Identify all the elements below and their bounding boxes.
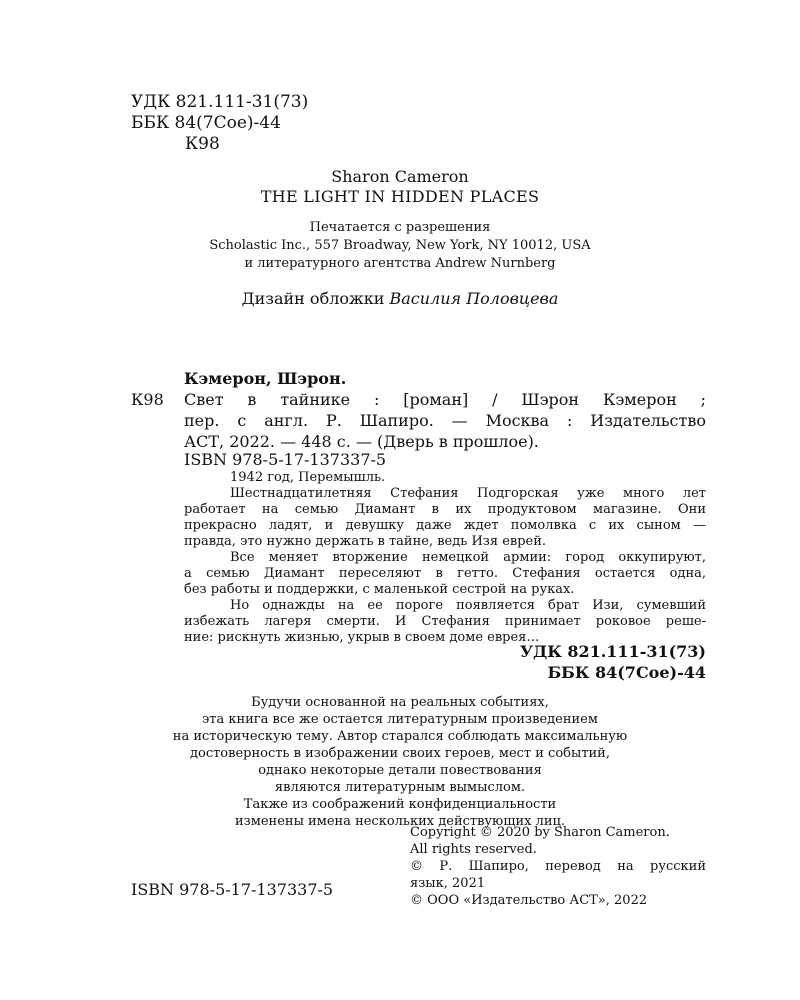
bottom-udk-code: УДК 821.111-31(73) — [519, 642, 706, 661]
catalog-line-2: пер. с англ. Р. Шапиро. — Москва : Издательство — [184, 411, 706, 430]
catalog-sign: К98 — [131, 390, 164, 409]
copyright-line: © ООО «Издательство АСТ», 2022 — [410, 893, 648, 908]
bottom-bbk-code: ББК 84(7Сое)-44 — [547, 663, 706, 682]
annotation — [184, 470, 706, 646]
permission-line-1: Печатается с разрешения — [309, 220, 491, 235]
copyright-line: © Р. Шапиро, перевод на русский — [410, 859, 706, 874]
permission-line-3: и литературного агентства Andrew Nurnberg — [244, 256, 556, 271]
permission-line-2: Scholastic Inc., 557 Broadway, New York, NY 10012, USA — [209, 238, 591, 253]
annotation-line: правда, это нужно держать в тайне, ведь Изя еврей. — [184, 534, 547, 549]
annotation-line: без работы и поддержки, с маленькой сестрой на руках. — [184, 582, 575, 597]
annotation-line: а семью Диамант переселяют в гетто. Стефания остается одна, — [184, 566, 706, 581]
disclaimer-line: Будучи основанной на реальных событиях, — [251, 695, 549, 710]
annotation-line: 1942 год, Перемышль. — [230, 470, 386, 485]
original-title: THE LIGHT IN HIDDEN PLACES — [260, 187, 540, 206]
catalog-isbn: ISBN 978-5-17-137337-5 — [184, 450, 387, 469]
annotation-line: работает на семью Диамант в их продуктовом магазине. Они — [184, 502, 706, 517]
disclaimer-line: изменены имена нескольких действующих лиц. — [234, 814, 565, 829]
annotation-line: Все меняет вторжение немецкой армии: город оккупируют, — [230, 550, 706, 565]
disclaimer-line: однако некоторые детали повествования — [258, 763, 542, 778]
disclaimer-line: на историческую тему. Автор старался соблюдать максимальную — [172, 729, 628, 744]
cover-design-label: Дизайн обложки — [241, 289, 385, 308]
footer-isbn: ISBN 978-5-17-137337-5 — [131, 880, 334, 899]
cover-design-credit — [0, 289, 800, 308]
disclaimer-line: являются литературным вымыслом. — [274, 780, 526, 795]
annotation-line: избежать лагеря смерти. И Стефания принимает роковое реше- — [184, 614, 706, 629]
copyright-line: All rights reserved. — [410, 842, 537, 857]
disclaimer-line: достоверность в изображении своих героев, мест и событий, — [190, 746, 610, 761]
disclaimer-line: эта книга все же остается литературным произведением — [202, 712, 598, 727]
annotation-line: ние: рискнуть жизнью, укрыв в своем доме еврея… — [184, 630, 540, 645]
copyright-block — [410, 824, 706, 909]
original-author: Sharon Cameron — [331, 167, 469, 186]
annotation-line: Шестнадцатилетняя Стефания Подгорская уже много лет — [230, 486, 706, 501]
author-sign: К98 — [185, 134, 220, 154]
cover-designer-name: Василия Половцева — [389, 289, 559, 308]
catalog-author: Кэмерон, Шэрон. — [184, 369, 347, 388]
annotation-line: Но однажды на ее пороге появляется брат Изи, сумевший — [230, 598, 706, 613]
annotation-line: прекрасно ладят, и девушку даже ждет помолвка с их сыном — — [184, 518, 706, 533]
catalog-line-1: Свет в тайнике : [роман] / Шэрон Кэмерон ; — [184, 390, 706, 409]
bbk-code: ББК 84(7Сое)-44 — [131, 113, 281, 133]
disclaimer-line: Также из соображений конфиденциальности — [243, 797, 557, 812]
disclaimer — [0, 694, 800, 830]
udk-code: УДК 821.111-31(73) — [131, 92, 309, 112]
copyright-line: Copyright © 2020 by Sharon Cameron. — [410, 825, 670, 840]
copyright-line: язык, 2021 — [410, 876, 486, 891]
catalog-line-3: АСТ, 2022. — 448 с. — (Дверь в прошлое). — [184, 432, 539, 451]
